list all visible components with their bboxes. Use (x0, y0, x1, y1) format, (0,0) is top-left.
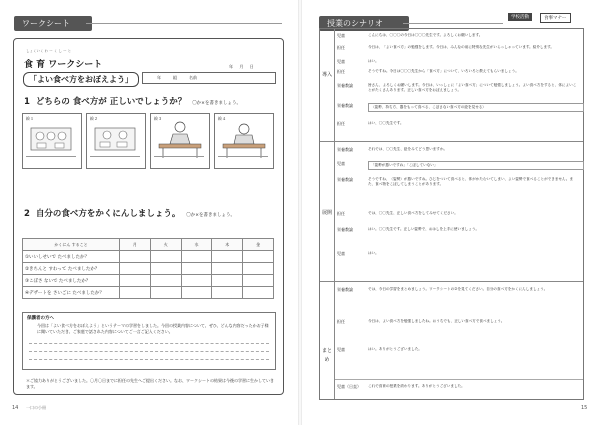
table-row: ①いいしせいで たべましたか？ (23, 251, 274, 263)
header-rule (403, 23, 503, 24)
answer-box[interactable] (218, 156, 268, 165)
scenario-row: 児童 はい。 (337, 251, 379, 256)
table-row: ④デザートを さいごに たべましたか？ (23, 287, 274, 299)
category-tag: 学校活動 (508, 13, 532, 21)
footnote: ＊ご協力ありがとうございました。〇月〇日までに担任の先生へご提出ください。なお、ワークシートの結果は今後の学習に生かしていきます。 (26, 378, 274, 389)
section-label: まとめ (321, 348, 332, 363)
page-number: 15 (581, 405, 588, 411)
picture-3: 絵３ (150, 113, 210, 169)
row-divider (335, 379, 583, 380)
table-row: ③こぼさ ないで たべましたか？ (23, 275, 274, 287)
section-label: 展開 (321, 210, 332, 216)
page-footer: 一口の小冊 (26, 405, 46, 410)
title-ruby: しょくいく わ ー く し ー と (26, 49, 72, 53)
question-2: 2 自分の食べ方をかくにんしましょう。 〇か×を書きましょう。 (24, 209, 236, 219)
picture-2: 絵２ (86, 113, 146, 169)
page-number: 14 (12, 405, 19, 411)
picture-4: 絵４ (214, 113, 274, 169)
scenario-row: 栄養教諭 そうですね、〈姿勢〉が悪いですね。ひじをついて食べると、体がかたむいてしまい、よい姿勢で食べることができません。また、食べ物をこぼしてしまうことがあります。 (337, 177, 574, 186)
scenario-row: 児童 「姿勢が悪いですね」「こぼしていない」 (335, 161, 580, 169)
worksheet (13, 38, 284, 395)
write-line[interactable] (29, 351, 269, 353)
scenario-row: 栄養教諭 はい。〇〇先生です。正しい姿勢で、おはしを上手に使いましょう。 (337, 227, 480, 232)
scenario-row: 担任 はい、〇〇先生です。 (337, 121, 404, 126)
scenario-row: 栄養教諭 皆さん、よろしくお願いします。今日は、いっしょに「よい食べ方」について勉強しましょう。よい食べ方をすると、体によいことがたくさんあります。正しい食べ方をおぼえましょう。 (337, 83, 577, 92)
answer-box[interactable] (26, 156, 76, 165)
scenario-row: 担任 今日は、よい食べ方を勉強しましたね。おうちでも、正しい食べ方で食べましょう。 (337, 319, 505, 324)
scenario-row: 児童 こんにちは、〇〇〇の今日は〇〇〇先生です。よろしくお願いします。 (337, 33, 483, 38)
worksheet-title: 食 育 ワークシート (24, 60, 103, 70)
check-table: かくにん すること 月 火 水 木 金 ①いいしせいで たべましたか？ ②きちんと すわって たべましたか？ ③こぼさ ないで たべましたか？ ④デザートを さいごに たべましたか？ (22, 238, 274, 299)
answer-box[interactable] (154, 156, 204, 165)
parent-note-text: 今回は「よい食べ方をおぼえよう」というテーマの学習をしました。今回の授業内容について、ぜひ、どんな内容だったかお子様に聞いていただき、ご家庭で話された内容についてご一言ご記入ください。 (37, 323, 269, 334)
table-row: ②きちんと すわって たべましたか？ (23, 263, 274, 275)
table-header: かくにん すること (23, 239, 120, 251)
scenario-row: 児童（日直） これで食育の授業を終わります。ありがとうございました。 (337, 384, 465, 389)
section-label: 導入 (321, 72, 332, 78)
name-box[interactable]: 年 組 名前 (142, 72, 276, 84)
header-rule (86, 23, 282, 24)
parent-note-box (22, 312, 276, 370)
write-line[interactable] (29, 359, 269, 361)
scenario-row: 児童 はい。 (337, 59, 379, 64)
picture-row (22, 113, 274, 167)
scenario-row: 担任 今日は、「よい食べ方」の勉強をします。今日は、みんなの前に特別な先生がいらっしゃっています。紹介します。 (337, 45, 555, 50)
scenario-row: 栄養教諭 それでは、〇〇先生、絵をみてどう思いますか。 (337, 147, 448, 152)
picture-1: 絵１ (22, 113, 82, 169)
answer-box[interactable] (90, 156, 140, 165)
category-tag: 食事マナー (540, 13, 571, 23)
section-divider (320, 281, 583, 282)
question-1: 1 どちらの 食べ方が 正しいでしょうか？ 〇か×を書きましょう。 (24, 97, 241, 107)
write-line[interactable] (29, 343, 269, 345)
scenario-header: 授業のシナリオ (319, 16, 409, 31)
section-divider (320, 141, 583, 142)
scenario-row: 担任 そうですね。今日は〇〇〇先生から「食べ方」について、いろいろと教えてもらいましょう。 (337, 69, 519, 74)
lesson-title: 「よい食べ方をおぼえよう」 (23, 72, 139, 87)
scenario-row: 児童 はい。ありがとうございました。 (337, 347, 422, 352)
parent-note-heading: 保護者の方へ (27, 316, 54, 321)
scenario-row: 担任 では、〇〇先生、正しい食べ方をしてみせてください。 (337, 211, 458, 216)
section-column (320, 29, 335, 399)
scenario-table (319, 28, 584, 400)
worksheet-header: ワークシート (14, 16, 92, 31)
date-fields: 年 月 日 (229, 64, 254, 69)
scenario-row: 栄養教諭 〈姿勢、持ち方、器をもって食べる、こぼさない食べ方の絵を見せる〉 (335, 103, 580, 113)
scenario-row: 栄養教諭 では、今日の学習をまとめましょう。ワークシートの②を見てください。自分の食べ方をかくにんしましょう。 (337, 287, 548, 292)
